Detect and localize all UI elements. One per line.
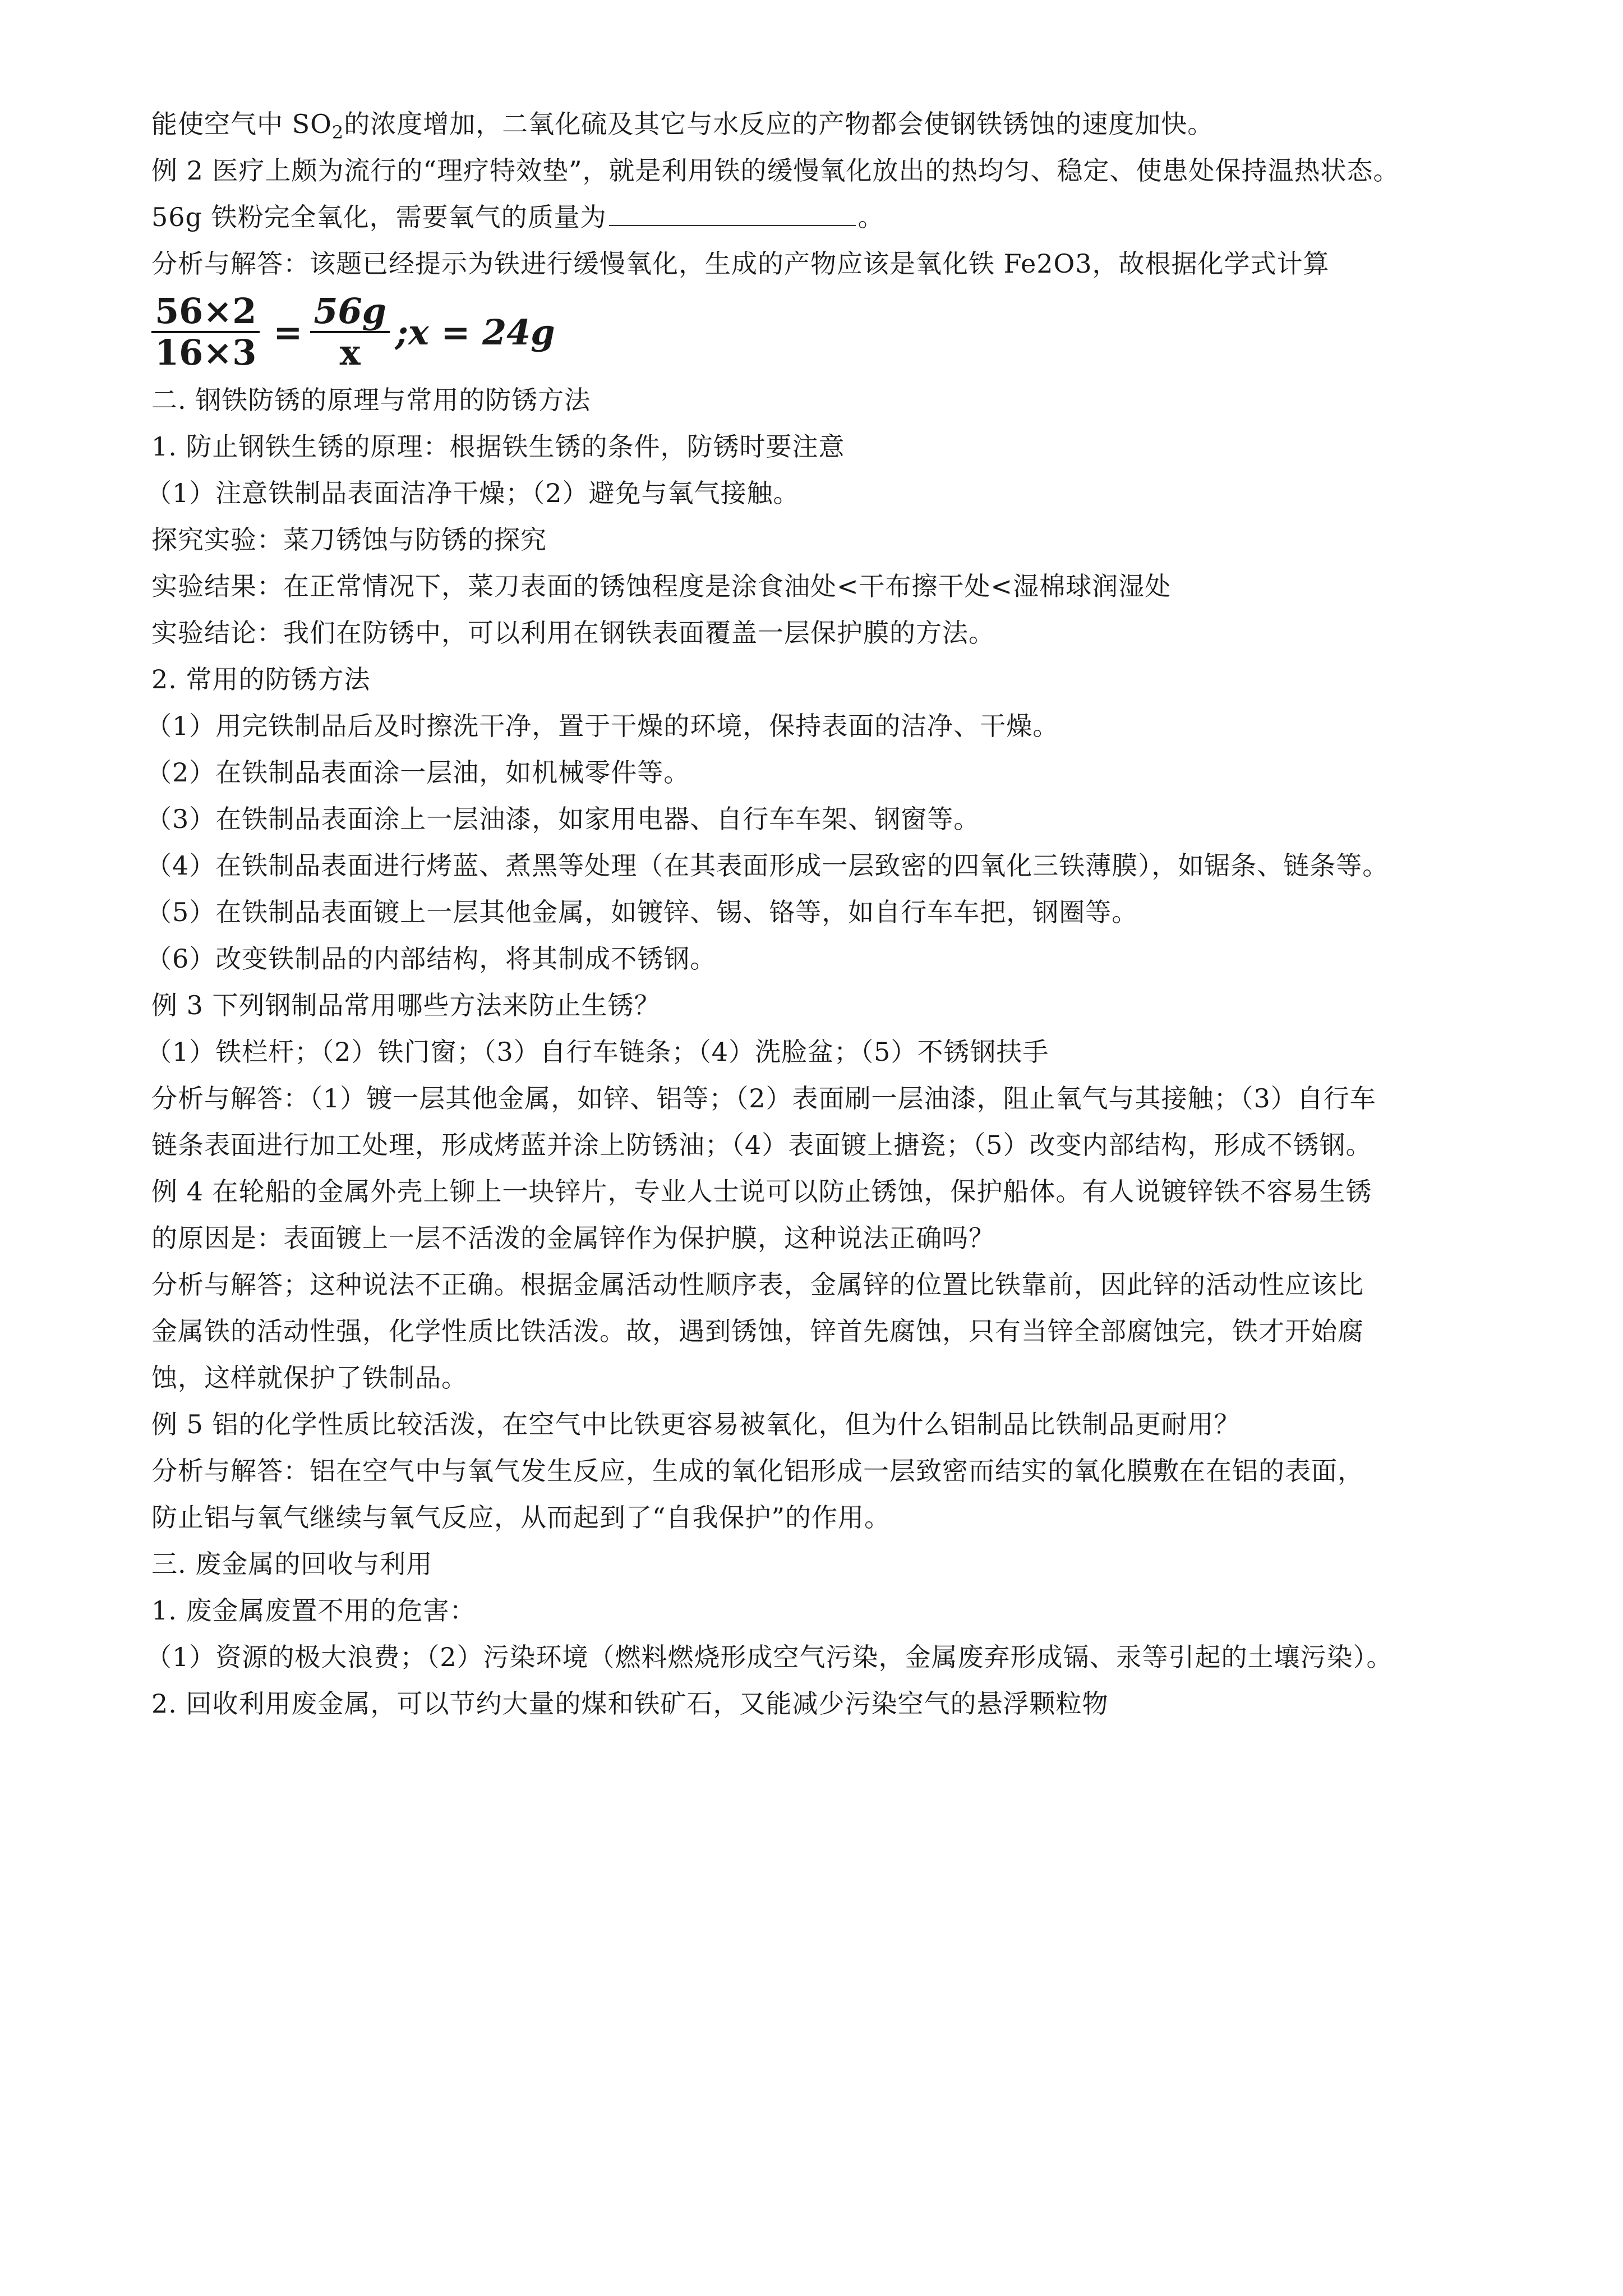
- equation: [151, 287, 1497, 377]
- subsection-heading: 2. 常用的防锈方法: [151, 664, 371, 694]
- text: 。: [857, 202, 884, 232]
- paragraph-line: 金属铁的活动性强，化学性质比铁活泼。故，遇到锈蚀，锌首先腐蚀，只有当锌全部腐蚀完，铁才开始腐: [151, 1316, 1364, 1346]
- paragraph-line: 分析与解答：铝在空气中与氧气发生反应，生成的氧化铝形成一层致密而结实的氧化膜敷在在铝的表面，: [151, 1456, 1364, 1486]
- paragraph-line: 实验结果：在正常情况下，菜刀表面的锈蚀程度是涂食油处<干布擦干处<湿棉球润湿处: [151, 571, 1172, 601]
- example-4-question: 例 4 在轮船的金属外壳上铆上一块锌片，专业人士说可以防止锈蚀，保护船体。有人说镀锌铁不容易生锈: [151, 1176, 1372, 1207]
- paragraph-line: 蚀，这样就保护了铁制品。: [151, 1363, 468, 1393]
- answer-blank: [609, 203, 856, 226]
- paragraph-line: 分析与解答；这种说法不正确。根据金属活动性顺序表，金属锌的位置比铁靠前，因此锌的活动性应该比: [151, 1269, 1364, 1300]
- section-heading: 三. 废金属的回收与利用: [151, 1549, 433, 1579]
- subsection-heading: 1. 废金属废置不用的危害：: [151, 1595, 476, 1626]
- example-2-question-cont: [151, 194, 1497, 241]
- list-item: （1）注意铁制品表面洁净干燥；（2）避免与氧气接触。: [146, 478, 800, 508]
- list-item: （1）用完铁制品后及时擦洗干净，置于干燥的环境，保持表面的洁净、干燥。: [146, 711, 1059, 741]
- numerator: 56g: [310, 292, 390, 333]
- list-item: （4）在铁制品表面进行烤蓝、煮黑等处理（在其表面形成一层致密的四氧化三铁薄膜），如锯条、链条等。: [146, 850, 1389, 881]
- paragraph-line: 探究实验：菜刀锈蚀与防锈的探究: [151, 524, 547, 555]
- list-item: （2）在铁制品表面涂一层油，如机械零件等。: [146, 757, 690, 788]
- denominator: x: [339, 332, 361, 373]
- example-5-question: 例 5 铝的化学性质比较活泼，在空气中比铁更容易被氧化，但为什么铝制品比铁制品更耐用？: [151, 1409, 1241, 1439]
- example-3-question: 例 3 下列钢制品常用哪些方法来防止生锈？: [151, 990, 661, 1020]
- example-2-analysis: 分析与解答：该题已经提示为铁进行缓慢氧化，生成的产物应该是氧化铁 Fe2O3，故根据化学式计算: [151, 249, 1330, 279]
- paragraph-line: 的原因是：表面镀上一层不活泼的金属锌作为保护膜，这种说法正确吗？: [151, 1223, 995, 1253]
- text: 的浓度增加，二氧化硫及其它与水反应的产物都会使钢铁锈蚀的速度加快。: [344, 109, 1214, 139]
- numerator: 56×2: [151, 292, 260, 333]
- example-2-question: 例 2 医疗上颇为流行的“理疗特效垫”，就是利用铁的缓慢氧化放出的热均匀、稳定、使患处保持温热状态。: [151, 155, 1400, 186]
- fraction-right: [310, 292, 390, 372]
- paragraph-line: 分析与解答：（1）镀一层其他金属，如锌、铝等；（2）表面刷一层油漆，阻止氧气与其接触；（3）自行车: [151, 1083, 1376, 1114]
- paragraph-line: [151, 101, 1497, 148]
- section-heading: 二. 钢铁防锈的原理与常用的防锈方法: [151, 385, 591, 415]
- paragraph-line: 防止铝与氧气继续与氧气反应，从而起到了“自我保护”的作用。: [151, 1502, 891, 1533]
- list-item: （1）铁栏杆；（2）铁门窗；（3）自行车链条；（4）洗脸盆；（5）不锈钢扶手: [146, 1037, 1049, 1067]
- denominator: 16×3: [155, 332, 257, 373]
- list-item: （1）资源的极大浪费；（2）污染环境（燃料燃烧形成空气污染，金属废弃形成镉、汞等引起的土壤污染）。: [146, 1642, 1393, 1672]
- list-item: （3）在铁制品表面涂上一层油漆，如家用电器、自行车车架、钢窗等。: [146, 804, 980, 834]
- list-item: （5）在铁制品表面镀上一层其他金属，如镀锌、锡、铬等，如自行车车把，钢圈等。: [146, 897, 1138, 927]
- document-page: [146, 101, 1497, 1727]
- equation-result: ;x = 24g: [395, 311, 555, 353]
- text: 能使空气中 SO: [151, 109, 332, 139]
- subsection-heading: 1. 防止钢铁生锈的原理：根据铁生锈的条件，防锈时要注意: [151, 431, 845, 462]
- paragraph-line: 链条表面进行加工处理，形成烤蓝并涂上防锈油；（4）表面镀上搪瓷；（5）改变内部结构，形成不锈钢。: [151, 1130, 1372, 1160]
- list-item: （6）改变铁制品的内部结构，将其制成不锈钢。: [146, 944, 717, 974]
- equals-sign: =: [273, 311, 303, 353]
- subsection-heading: 2. 回收利用废金属，可以节约大量的煤和铁矿石，又能减少污染空气的悬浮颗粒物: [151, 1688, 1109, 1719]
- fraction-left: [151, 292, 260, 372]
- text: 56g 铁粉完全氧化，需要氧气的质量为: [151, 202, 607, 232]
- paragraph-line: 实验结论：我们在防锈中，可以利用在钢铁表面覆盖一层保护膜的方法。: [151, 618, 995, 648]
- subscript: 2: [331, 122, 344, 144]
